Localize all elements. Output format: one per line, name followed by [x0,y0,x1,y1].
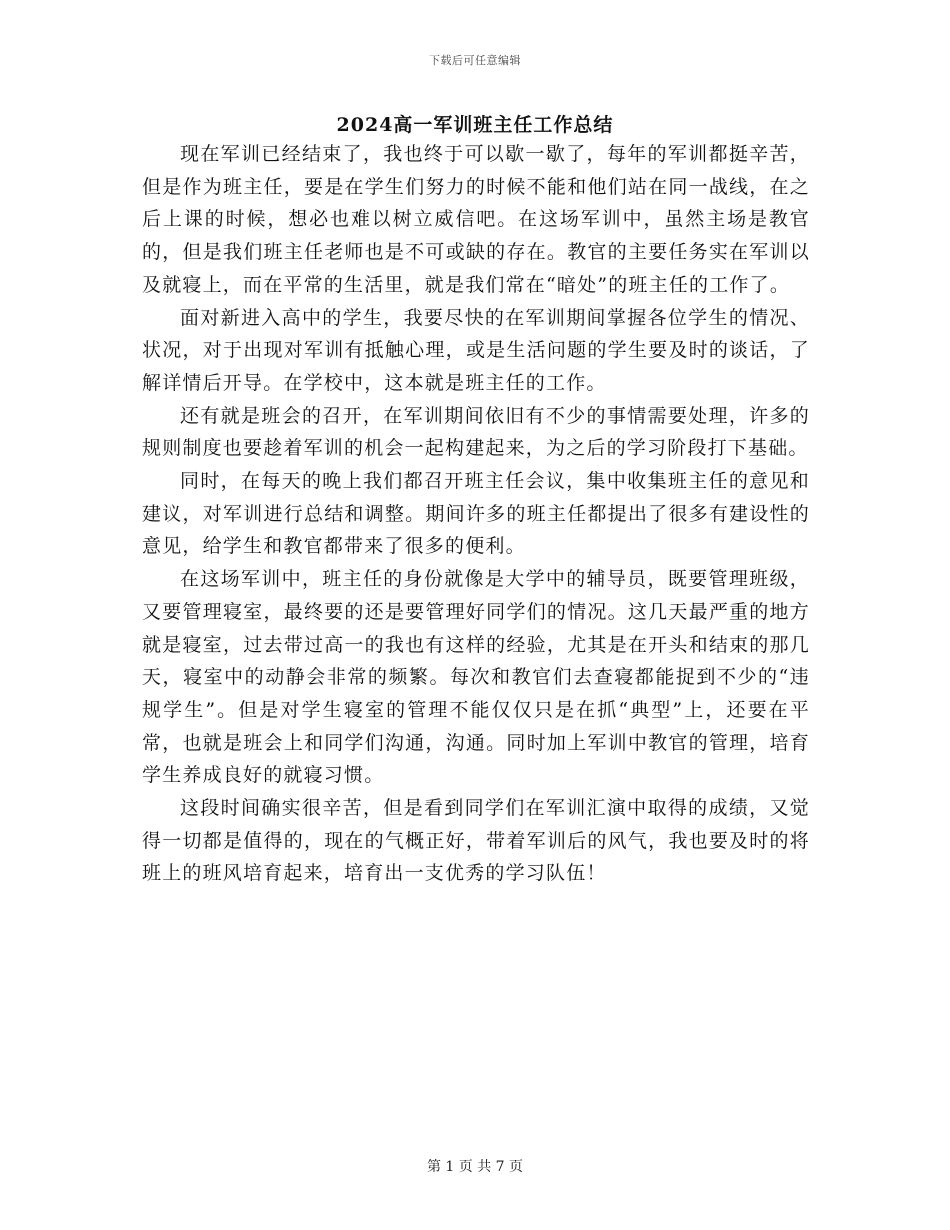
document-body [142,138,810,890]
body-paragraph: 现在军训已经结束了，我也终于可以歇一歇了，每年的军训都挺辛苦，但是作为班主任，要是在学生们努力的时候不能和他们站在同一战线，在之后上课的时候，想必也难以树立威信吧。在这场军训中，虽然主场是教官的，但是我们班主任老师也是不可或缺的存在。教官的主要任务实在军训以及就寝上，而在平常的生活里，就是我们常在“暗处”的班主任的工作了。 [142,143,810,296]
body-paragraph: 还有就是班会的召开，在军训期间依旧有不少的事情需要处理，许多的规则制度也要趁着军训的机会一起构建起来，为之后的学习阶段打下基础。 [142,404,810,460]
document-title: 2024高一军训班主任工作总结 [336,114,614,136]
body-paragraph: 面对新进入高中的学生，我要尽快的在军训期间掌握各位学生的情况、状况，对于出现对军训有抵触心理，或是生活问题的学生要及时的谈话，了解详情后开导。在学校中，这本就是班主任的工作。 [142,306,810,394]
body-paragraph: 在这场军训中，班主任的身份就像是大学中的辅导员，既要管理班级，又要管理寝室，最终要的还是要管理好同学们的情况。这几天最严重的地方就是寝室，过去带过高一的我也有这样的经验，尤其是在开头和结束的那几天，寝室中的动静会非常的频繁。每次和教官们去查寝都能捉到不少的“违规学生”。但是对学生寝室的管理不能仅仅只是在抓“典型”上，还要在平常，也就是班会上和同学们沟通，沟通。同时加上军训中教官的管理，培育学生养成良好的就寝习惯。 [142,568,810,787]
body-paragraph: 这段时间确实很辛苦，但是看到同学们在军训汇演中取得的成绩，又觉得一切都是值得的，现在的气概正好，带着军训后的风气，我也要及时的将班上的班风培育起来，培育出一支优秀的学习队伍！ [142,797,810,885]
body-paragraph: 同时，在每天的晚上我们都召开班主任会议，集中收集班主任的意见和建议，对军训进行总结和调整。期间许多的班主任都提出了很多有建设性的意见，给学生和教官都带来了很多的便利。 [142,470,810,558]
page-number-footer: 第 1 页 共 7 页 [426,1159,524,1175]
page-header-note: 下载后可任意编辑 [429,54,521,67]
